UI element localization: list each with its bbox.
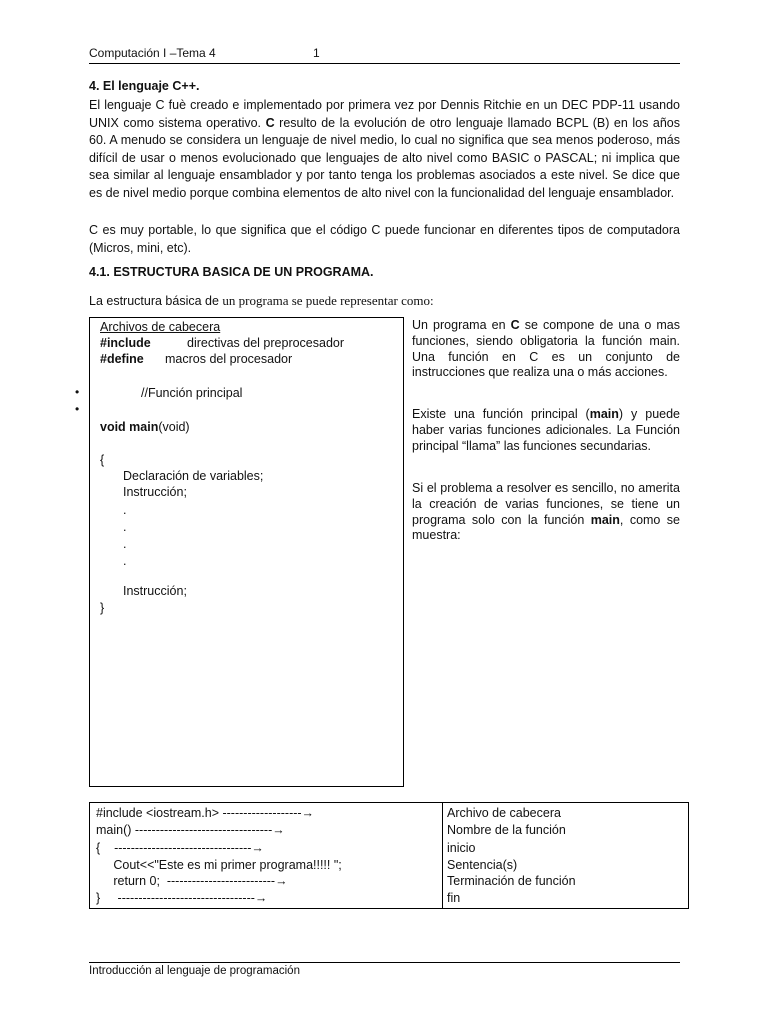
close-brace: } (100, 601, 105, 615)
subsection-intro: La estructura básica de un programa se puede representar como: (89, 293, 434, 308)
example-desc-row: Nombre de la función (447, 823, 566, 837)
footer-rule (89, 962, 680, 963)
side-paragraph-3: Si el problema a resolver es sencillo, no amerita la creación de varias funciones, se tiene un programa solo con la función main, como se muestra: (412, 481, 681, 543)
main-comment: //Función principal (141, 386, 243, 400)
example-code-row: #include <iostream.h> -------------------→ (96, 806, 315, 820)
declaration-line: Declaración de variables; (123, 469, 264, 483)
include-description: directivas del preprocesador (187, 336, 345, 350)
headers-title: Archivos de cabecera (100, 320, 221, 334)
example-desc-row: fin (447, 891, 461, 905)
header-rule (89, 63, 680, 64)
side-paragraph-2: Existe una función principal (main) y puede haber varias funciones adicionales. La Función principal “llama” las funciones secundarias. (412, 407, 680, 453)
ellipsis-dot: . (123, 554, 127, 568)
example-code-row: Cout<<"Este es mi primer programa!!!!! "; (96, 858, 342, 872)
header-title: Computación I –Tema 4 (89, 46, 216, 60)
table-divider (442, 803, 443, 908)
bullet-icon: • (75, 385, 80, 399)
example-code-row: return 0; --------------------------→ (96, 874, 288, 888)
instruction-line-1: Instrucción; (123, 485, 187, 499)
subsection-heading: 4.1. ESTRUCTURA BASICA DE UN PROGRAMA. (89, 265, 374, 279)
side-paragraph-1: Un programa en C se compone de una o mas funciones, siendo obligatoria la función main. Una función en C es un conjunto de instrucciones que realiza una o más acciones. (412, 318, 680, 380)
program-structure-box (89, 317, 404, 787)
define-description: macros del procesador (165, 352, 293, 366)
example-code-row: } ---------------------------------→ (96, 891, 268, 905)
footer-text: Introducción al lenguaje de programación (89, 965, 300, 977)
open-brace: { (100, 453, 105, 467)
paragraph-history: El lenguaje C fuè creado e implementado por primera vez por Dennis Ritchie en un DEC PDP-11 usando UNIX como sistema operativo. C resulto de la evolución de otro lenguaje llamado BCPL (B) en los años 60. A menudo se considera un lenguaje de nivel medio, lo cual no significa que sea menos poderoso, más difícil de usar o menos evolucionado que lenguajes de alto nivel como BASIC o PASCAL; ni implica que sea similar al lenguaje ensamblador y por tanto tenga los problemas asociados a este nivel. Se dice que es de nivel medio porque combina elementos de alto nivel con la funcionalidad del lenguaje ensamblador. (89, 98, 680, 200)
example-program-table (89, 802, 689, 909)
example-desc-row: Sentencia(s) (447, 858, 518, 872)
ellipsis-dot: . (123, 537, 127, 551)
example-desc-row: inicio (447, 841, 476, 855)
void-main-line: void main(void) (100, 420, 190, 434)
ellipsis-dot: . (123, 503, 127, 517)
example-code-row: main() ---------------------------------→ (96, 823, 285, 837)
ellipsis-dot: . (123, 520, 127, 534)
example-code-row: { ---------------------------------→ (96, 841, 264, 855)
section-heading: 4. El lenguaje C++. (89, 79, 200, 93)
example-desc-row: Archivo de cabecera (447, 806, 561, 820)
instruction-line-2: Instrucción; (123, 584, 187, 598)
include-keyword: #include (100, 336, 151, 350)
define-keyword: #define (100, 352, 144, 366)
page-number: 1 (313, 46, 320, 60)
bullet-icon: • (75, 402, 80, 416)
example-desc-row: Terminación de función (447, 874, 576, 888)
paragraph-portability: C es muy portable, lo que significa que el código C puede funcionar en diferentes tipos de computadora (Micros, mini, etc). (89, 223, 680, 255)
